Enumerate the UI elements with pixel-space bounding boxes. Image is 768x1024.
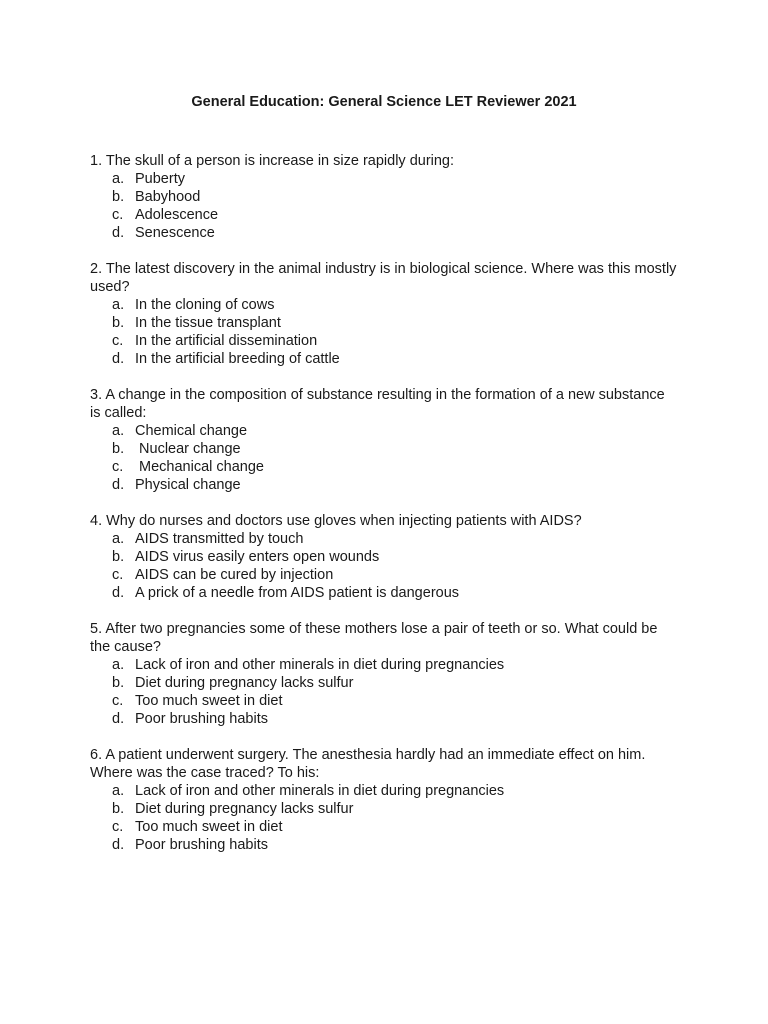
option-text: Too much sweet in diet	[135, 693, 283, 709]
option-letter: c.	[112, 207, 124, 223]
answer-option	[90, 692, 678, 710]
answer-option	[90, 710, 678, 728]
option-text: Puberty	[135, 171, 185, 187]
option-letter: a.	[112, 423, 125, 439]
option-letter: d.	[112, 477, 125, 493]
option-list	[90, 422, 678, 494]
option-letter: d.	[112, 351, 125, 367]
question-text: 6. A patient underwent surgery. The anesthesia hardly had an immediate effect on him. Where was the case traced? To his:	[90, 747, 646, 781]
option-text: Lack of iron and other minerals in diet during pregnancies	[135, 657, 505, 673]
option-letter: a.	[112, 531, 125, 547]
option-letter: a.	[112, 171, 125, 187]
question-list	[90, 152, 678, 854]
answer-option	[90, 584, 678, 602]
option-list	[90, 782, 678, 854]
option-letter: d.	[112, 711, 125, 727]
question-item	[90, 620, 678, 728]
option-text: Physical change	[135, 477, 241, 493]
option-list	[90, 656, 678, 728]
answer-option	[90, 800, 678, 818]
answer-option	[90, 206, 678, 224]
option-text: Senescence	[135, 225, 215, 241]
option-text: Nuclear change	[135, 441, 241, 457]
option-letter: a.	[112, 783, 125, 799]
answer-option	[90, 836, 678, 854]
answer-option	[90, 350, 678, 368]
question-item	[90, 152, 678, 242]
option-list	[90, 170, 678, 242]
option-letter: c.	[112, 459, 124, 475]
option-letter: b.	[112, 801, 125, 817]
option-letter: a.	[112, 297, 125, 313]
option-text: In the tissue transplant	[135, 315, 281, 331]
option-text: In the artificial breeding of cattle	[135, 351, 340, 367]
option-text: Mechanical change	[135, 459, 264, 475]
option-text: Diet during pregnancy lacks sulfur	[135, 675, 354, 691]
document-title: General Education: General Science LET Reviewer 2021	[191, 94, 577, 110]
question-text: 1. The skull of a person is increase in size rapidly during:	[90, 153, 455, 169]
answer-option	[90, 170, 678, 188]
answer-option	[90, 566, 678, 584]
question-text: 3. A change in the composition of substance resulting in the formation of a new substance is called:	[90, 387, 665, 421]
answer-option	[90, 656, 678, 674]
answer-option	[90, 440, 678, 458]
option-text: In the artificial dissemination	[135, 333, 318, 349]
option-letter: b.	[112, 189, 125, 205]
option-letter: b.	[112, 549, 125, 565]
option-text: A prick of a needle from AIDS patient is dangerous	[135, 585, 460, 601]
answer-option	[90, 224, 678, 242]
option-letter: b.	[112, 441, 125, 457]
answer-option	[90, 314, 678, 332]
option-text: Poor brushing habits	[135, 711, 268, 727]
option-text: AIDS can be cured by injection	[135, 567, 334, 583]
option-letter: c.	[112, 567, 124, 583]
question-text: 5. After two pregnancies some of these mothers lose a pair of teeth or so. What could be the cause?	[90, 621, 658, 655]
answer-option	[90, 674, 678, 692]
question-text: 4. Why do nurses and doctors use gloves when injecting patients with AIDS?	[90, 513, 582, 529]
option-text: Too much sweet in diet	[135, 819, 283, 835]
question-text: 2. The latest discovery in the animal industry is in biological science. Where was this mostly used?	[90, 261, 677, 295]
option-text: Poor brushing habits	[135, 837, 268, 853]
option-text: AIDS transmitted by touch	[135, 531, 304, 547]
option-text: Adolescence	[135, 207, 219, 223]
option-list	[90, 296, 678, 368]
answer-option	[90, 332, 678, 350]
option-list	[90, 530, 678, 602]
option-text: Chemical change	[135, 423, 248, 439]
option-text: Babyhood	[135, 189, 201, 205]
answer-option	[90, 818, 678, 836]
option-letter: d.	[112, 225, 125, 241]
option-letter: c.	[112, 819, 124, 835]
question-item	[90, 512, 678, 602]
answer-option	[90, 476, 678, 494]
option-text: AIDS virus easily enters open wounds	[135, 549, 380, 565]
question-item	[90, 746, 678, 854]
option-letter: b.	[112, 315, 125, 331]
answer-option	[90, 422, 678, 440]
question-item	[90, 260, 678, 368]
option-text: Diet during pregnancy lacks sulfur	[135, 801, 354, 817]
option-letter: c.	[112, 333, 124, 349]
answer-option	[90, 548, 678, 566]
option-letter: b.	[112, 675, 125, 691]
option-letter: d.	[112, 837, 125, 853]
option-letter: d.	[112, 585, 125, 601]
answer-option	[90, 458, 678, 476]
answer-option	[90, 782, 678, 800]
answer-option	[90, 188, 678, 206]
option-letter: a.	[112, 657, 125, 673]
answer-option	[90, 530, 678, 548]
question-item	[90, 386, 678, 494]
answer-option	[90, 296, 678, 314]
option-letter: c.	[112, 693, 124, 709]
option-text: Lack of iron and other minerals in diet during pregnancies	[135, 783, 505, 799]
option-text: In the cloning of cows	[135, 297, 275, 313]
